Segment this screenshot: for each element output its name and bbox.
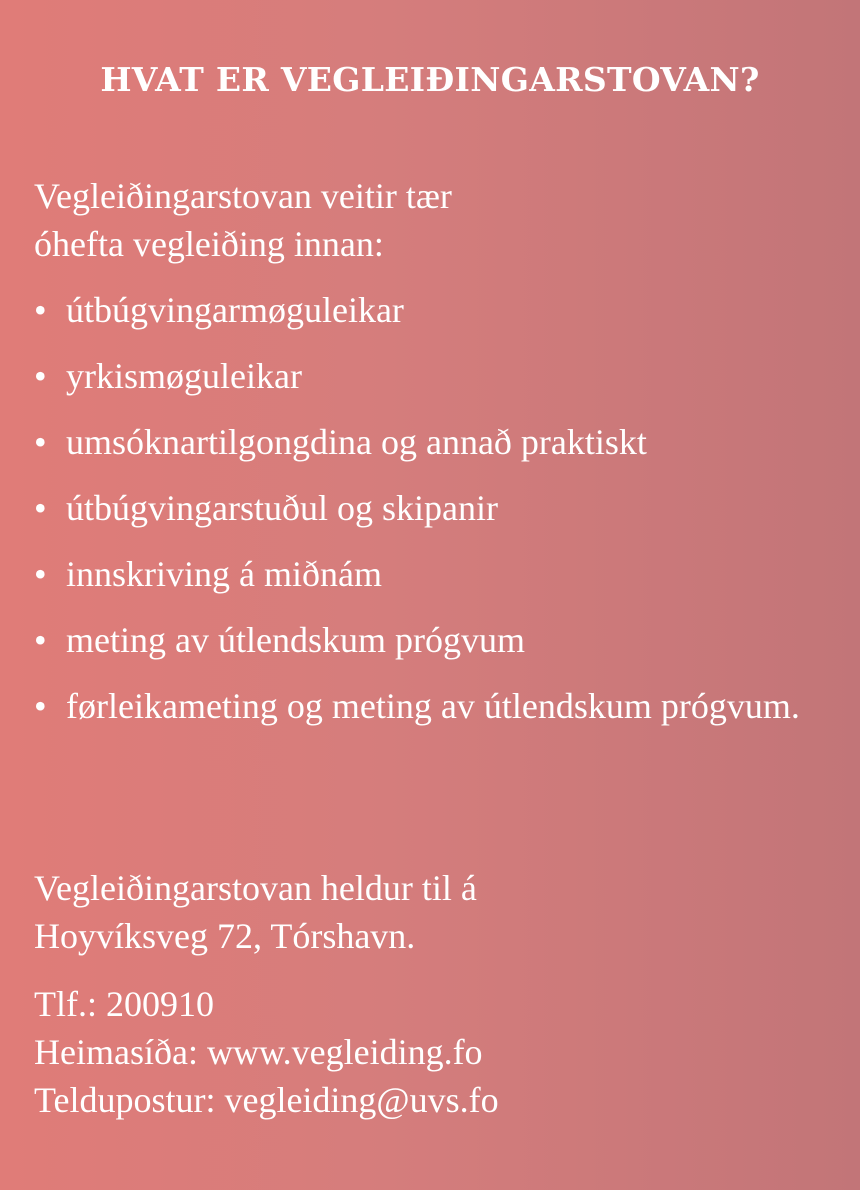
website-link[interactable]: Heimasíða: www.vegleiding.fo xyxy=(34,1032,483,1072)
list-item: • yrkismøguleikar xyxy=(34,352,824,400)
guidance-list xyxy=(34,286,824,748)
list-item: • útbúgvingarstuðul og skipanir xyxy=(34,484,824,532)
address-block xyxy=(34,864,814,960)
list-item: • útbúgvingarmøguleikar xyxy=(34,286,824,334)
phone-number: Tlf.: 200910 xyxy=(34,984,214,1024)
list-item: • meting av útlendskum prógvum xyxy=(34,616,824,664)
page-title: HVAT ER VEGLEIÐINGARSTOVAN? xyxy=(100,60,760,99)
intro-line-1: Vegleiðingarstovan veitir tær xyxy=(34,176,452,216)
intro-line-2: óhefta vegleiðing innan: xyxy=(34,224,384,264)
email-link[interactable]: Teldupostur: vegleiding@uvs.fo xyxy=(34,1080,499,1120)
contact-block xyxy=(34,980,814,1124)
intro-text xyxy=(34,172,814,268)
list-item: • førleikameting og meting av útlendskum prógvum. xyxy=(34,682,824,730)
address-line-2: Hoyvíksveg 72, Tórshavn. xyxy=(34,916,416,956)
address-line-1: Vegleiðingarstovan heldur til á xyxy=(34,868,477,908)
list-item: • umsóknartilgongdina og annað praktiskt xyxy=(34,418,824,466)
list-item: • innskriving á miðnám xyxy=(34,550,824,598)
